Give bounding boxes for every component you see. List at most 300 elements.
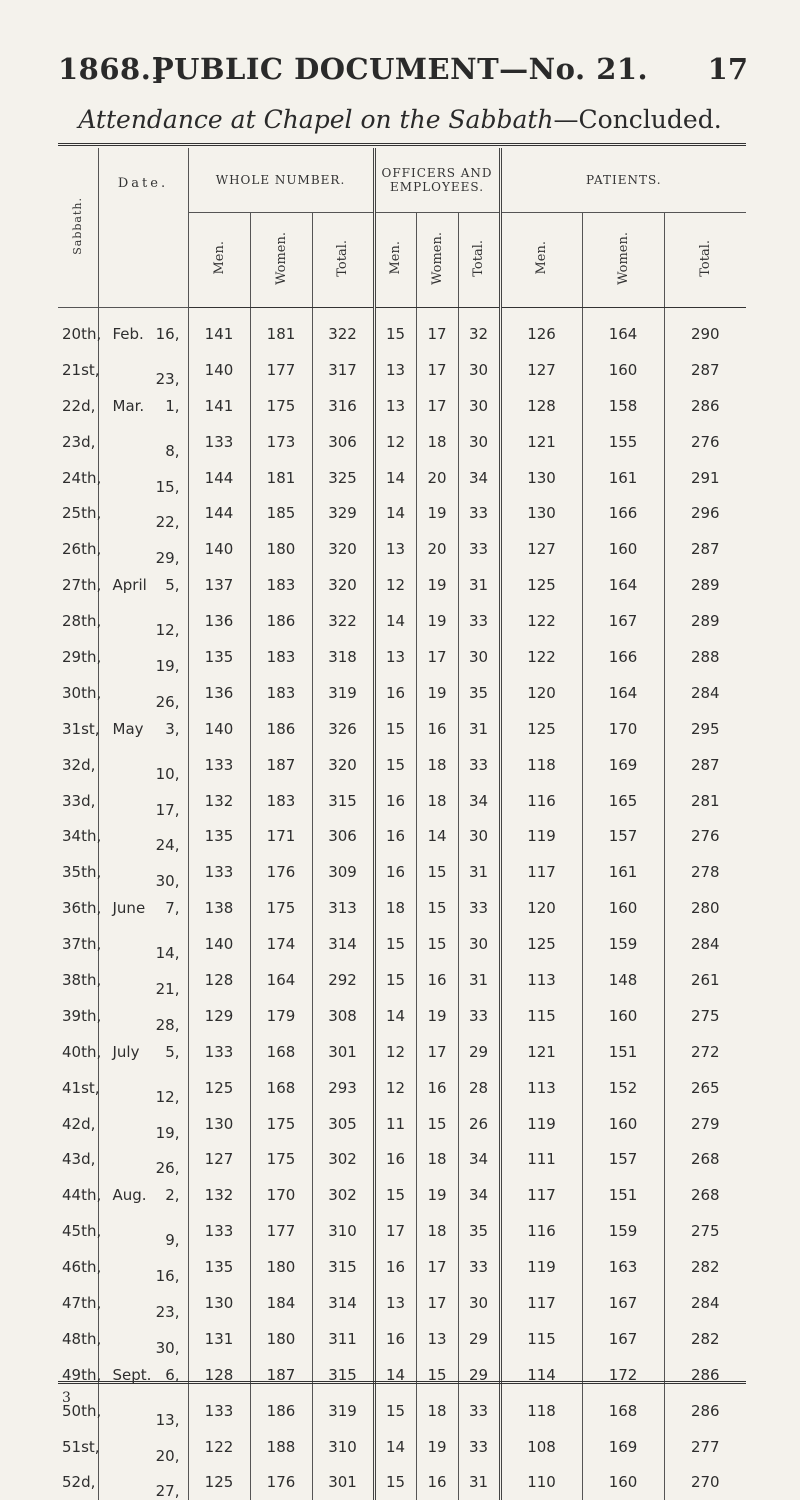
- cell-patients-total: 268: [664, 1177, 746, 1213]
- cell-patients-total: 287: [664, 531, 746, 567]
- cell-day: 12,: [156, 621, 180, 639]
- cell-officers-women: 15: [416, 926, 458, 962]
- cell-patients-total: 296: [664, 495, 746, 531]
- cell-whole-men: 141: [188, 388, 250, 424]
- cell-officers-total: 30: [458, 818, 500, 854]
- cell-patients-total: 289: [664, 603, 746, 639]
- table-title-tail: —Concluded.: [554, 105, 722, 134]
- header-date: Date.: [98, 148, 188, 308]
- cell-patients-men: 120: [500, 890, 582, 926]
- cell-patients-men: 115: [500, 998, 582, 1034]
- table-header: [58, 148, 746, 308]
- bottom-rule: [58, 1381, 746, 1384]
- cell-sabbath: 48th,: [58, 1321, 98, 1357]
- cell-officers-men: 12: [374, 1070, 416, 1106]
- cell-whole-total: 319: [312, 675, 374, 711]
- cell-whole-men: 129: [188, 998, 250, 1034]
- cell-sabbath: 26th,: [58, 531, 98, 567]
- cell-patients-men: 119: [500, 1106, 582, 1142]
- cell-whole-women: 183: [250, 783, 312, 819]
- cell-patients-women: 164: [582, 567, 664, 603]
- cell-whole-total: 302: [312, 1177, 374, 1213]
- cell-whole-total: 317: [312, 352, 374, 388]
- cell-sabbath: 47th,: [58, 1285, 98, 1321]
- cell-sabbath: 21st,: [58, 352, 98, 388]
- cell-officers-men: 15: [374, 962, 416, 998]
- cell-patients-women: 169: [582, 747, 664, 783]
- cell-patients-total: 290: [664, 308, 746, 352]
- cell-whole-women: 168: [250, 1034, 312, 1070]
- cell-patients-women: 165: [582, 783, 664, 819]
- table-row: [58, 308, 746, 352]
- cell-date: [98, 711, 188, 747]
- cell-whole-women: 183: [250, 675, 312, 711]
- cell-day: 8,: [165, 442, 179, 460]
- cell-officers-total: 30: [458, 352, 500, 388]
- cell-officers-men: 15: [374, 1177, 416, 1213]
- cell-date: [98, 460, 188, 496]
- cell-officers-women: 19: [416, 1429, 458, 1465]
- cell-patients-men: 110: [500, 1465, 582, 1500]
- cell-day: 21,: [156, 980, 180, 998]
- cell-whole-total: 320: [312, 531, 374, 567]
- cell-date: [98, 1321, 188, 1357]
- cell-patients-women: 160: [582, 352, 664, 388]
- cell-officers-total: 34: [458, 783, 500, 819]
- cell-day: 13,: [156, 1411, 180, 1429]
- cell-date: [98, 388, 188, 424]
- cell-whole-men: 131: [188, 1321, 250, 1357]
- cell-patients-men: 128: [500, 388, 582, 424]
- cell-date: [98, 1106, 188, 1142]
- cell-officers-total: 31: [458, 1465, 500, 1500]
- cell-whole-total: 322: [312, 308, 374, 352]
- cell-officers-women: 17: [416, 639, 458, 675]
- cell-officers-women: 15: [416, 1357, 458, 1393]
- cell-patients-men: 113: [500, 1070, 582, 1106]
- cell-patients-women: 169: [582, 1429, 664, 1465]
- cell-whole-women: 168: [250, 1070, 312, 1106]
- cell-whole-women: 184: [250, 1285, 312, 1321]
- cell-whole-total: 318: [312, 639, 374, 675]
- cell-patients-men: 117: [500, 1177, 582, 1213]
- cell-day: 14,: [156, 944, 180, 962]
- cell-day: 9,: [165, 1231, 179, 1249]
- cell-patients-women: 160: [582, 890, 664, 926]
- table-row: [58, 747, 746, 783]
- table-row: [58, 1429, 746, 1465]
- cell-whole-men: 135: [188, 818, 250, 854]
- cell-officers-men: 17: [374, 1213, 416, 1249]
- cell-whole-women: 185: [250, 495, 312, 531]
- cell-whole-total: 315: [312, 783, 374, 819]
- cell-day: 28,: [156, 1016, 180, 1034]
- cell-patients-men: 122: [500, 639, 582, 675]
- cell-officers-men: 13: [374, 639, 416, 675]
- cell-date: [98, 1465, 188, 1500]
- cell-whole-men: 138: [188, 890, 250, 926]
- cell-date: [98, 639, 188, 675]
- cell-officers-women: 14: [416, 818, 458, 854]
- cell-officers-women: 16: [416, 1465, 458, 1500]
- cell-whole-total: 306: [312, 424, 374, 460]
- table-row: [58, 890, 746, 926]
- table-title: [0, 105, 800, 134]
- header-title: PUBLIC DOCUMENT—No. 21.: [0, 52, 800, 86]
- cell-patients-total: 281: [664, 783, 746, 819]
- cell-date: [98, 1429, 188, 1465]
- cell-patients-total: 270: [664, 1465, 746, 1500]
- cell-patients-total: 287: [664, 747, 746, 783]
- cell-date: [98, 854, 188, 890]
- header-year: 1868.]: [58, 52, 166, 86]
- cell-officers-men: 14: [374, 495, 416, 531]
- cell-date: [98, 567, 188, 603]
- cell-patients-total: 277: [664, 1429, 746, 1465]
- cell-officers-women: 15: [416, 854, 458, 890]
- header-officers-men: Men.: [374, 213, 416, 308]
- cell-officers-total: 34: [458, 1177, 500, 1213]
- cell-date: [98, 495, 188, 531]
- cell-whole-women: 180: [250, 531, 312, 567]
- cell-whole-women: 173: [250, 424, 312, 460]
- cell-whole-men: 144: [188, 460, 250, 496]
- table-row: [58, 495, 746, 531]
- cell-patients-women: 160: [582, 1465, 664, 1500]
- cell-officers-men: 16: [374, 818, 416, 854]
- cell-whole-total: 326: [312, 711, 374, 747]
- cell-patients-women: 161: [582, 460, 664, 496]
- cell-whole-total: 309: [312, 854, 374, 890]
- cell-date: [98, 818, 188, 854]
- cell-date: [98, 424, 188, 460]
- cell-patients-women: 148: [582, 962, 664, 998]
- cell-patients-total: 286: [664, 1357, 746, 1393]
- cell-officers-women: 17: [416, 352, 458, 388]
- table-row: [58, 639, 746, 675]
- header-whole-women: Women.: [250, 213, 312, 308]
- cell-whole-women: 186: [250, 711, 312, 747]
- cell-sabbath: 39th,: [58, 998, 98, 1034]
- table-row: [58, 1357, 746, 1393]
- cell-whole-women: 183: [250, 639, 312, 675]
- header-officers-total: Total.: [458, 213, 500, 308]
- cell-sabbath: 37th,: [58, 926, 98, 962]
- header-officers-employees: OFFICERS AND EMPLOYEES.: [374, 148, 500, 213]
- cell-whole-total: 302: [312, 1141, 374, 1177]
- cell-patients-women: 168: [582, 1393, 664, 1429]
- cell-patients-men: 130: [500, 495, 582, 531]
- cell-month: Sept.: [113, 1366, 152, 1384]
- table-row: [58, 962, 746, 998]
- cell-day: 12,: [156, 1088, 180, 1106]
- cell-officers-women: 15: [416, 890, 458, 926]
- cell-whole-total: 319: [312, 1393, 374, 1429]
- cell-day: 3,: [165, 720, 179, 738]
- cell-sabbath: 43d,: [58, 1141, 98, 1177]
- cell-whole-women: 188: [250, 1429, 312, 1465]
- cell-sabbath: 51st,: [58, 1429, 98, 1465]
- cell-officers-total: 33: [458, 747, 500, 783]
- cell-date: [98, 1393, 188, 1429]
- cell-patients-total: 282: [664, 1249, 746, 1285]
- cell-date: [98, 1141, 188, 1177]
- cell-day: 19,: [156, 657, 180, 675]
- table-row: [58, 531, 746, 567]
- table-row: [58, 998, 746, 1034]
- cell-date: [98, 1070, 188, 1106]
- cell-officers-total: 31: [458, 854, 500, 890]
- cell-sabbath: 33d,: [58, 783, 98, 819]
- cell-officers-men: 15: [374, 747, 416, 783]
- cell-date: [98, 1285, 188, 1321]
- cell-date: [98, 926, 188, 962]
- cell-patients-women: 163: [582, 1249, 664, 1285]
- cell-officers-men: 13: [374, 531, 416, 567]
- cell-officers-total: 28: [458, 1070, 500, 1106]
- cell-date: [98, 998, 188, 1034]
- cell-officers-total: 30: [458, 639, 500, 675]
- cell-officers-women: 19: [416, 1177, 458, 1213]
- cell-day: 10,: [156, 765, 180, 783]
- cell-patients-men: 121: [500, 424, 582, 460]
- table-row: [58, 424, 746, 460]
- cell-whole-total: 310: [312, 1429, 374, 1465]
- cell-patients-men: 117: [500, 1285, 582, 1321]
- cell-date: [98, 352, 188, 388]
- cell-sabbath: 40th,: [58, 1034, 98, 1070]
- cell-day: 26,: [156, 693, 180, 711]
- cell-officers-women: 19: [416, 495, 458, 531]
- cell-whole-women: 175: [250, 388, 312, 424]
- cell-officers-women: 17: [416, 388, 458, 424]
- cell-patients-women: 157: [582, 1141, 664, 1177]
- cell-day: 16,: [156, 1267, 180, 1285]
- cell-patients-total: 275: [664, 1213, 746, 1249]
- cell-whole-total: 315: [312, 1249, 374, 1285]
- cell-whole-women: 181: [250, 308, 312, 352]
- cell-patients-total: 282: [664, 1321, 746, 1357]
- cell-officers-total: 33: [458, 890, 500, 926]
- cell-patients-total: 286: [664, 1393, 746, 1429]
- cell-officers-total: 31: [458, 962, 500, 998]
- cell-patients-total: 261: [664, 962, 746, 998]
- cell-day: 26,: [156, 1159, 180, 1177]
- cell-officers-women: 18: [416, 1213, 458, 1249]
- cell-whole-women: 179: [250, 998, 312, 1034]
- cell-whole-women: 187: [250, 747, 312, 783]
- table-row: [58, 711, 746, 747]
- cell-patients-women: 158: [582, 388, 664, 424]
- cell-whole-men: 133: [188, 1213, 250, 1249]
- cell-whole-men: 133: [188, 1034, 250, 1070]
- table-row: [58, 1249, 746, 1285]
- cell-sabbath: 50th,: [58, 1393, 98, 1429]
- cell-officers-women: 19: [416, 998, 458, 1034]
- cell-officers-women: 17: [416, 1285, 458, 1321]
- cell-whole-total: 293: [312, 1070, 374, 1106]
- table-title-main: Attendance at Chapel on the Sabbath: [78, 105, 553, 134]
- cell-officers-women: 20: [416, 460, 458, 496]
- cell-officers-women: 16: [416, 711, 458, 747]
- cell-whole-men: 128: [188, 962, 250, 998]
- cell-officers-men: 16: [374, 1321, 416, 1357]
- cell-whole-total: 313: [312, 890, 374, 926]
- header-officers-women: Women.: [416, 213, 458, 308]
- cell-patients-men: 120: [500, 675, 582, 711]
- cell-sabbath: 27th,: [58, 567, 98, 603]
- cell-day: 27,: [156, 1482, 180, 1500]
- cell-patients-men: 116: [500, 783, 582, 819]
- cell-officers-women: 19: [416, 675, 458, 711]
- cell-patients-men: 127: [500, 352, 582, 388]
- cell-patients-total: 284: [664, 1285, 746, 1321]
- cell-sabbath: 46th,: [58, 1249, 98, 1285]
- cell-date: [98, 308, 188, 352]
- cell-officers-women: 18: [416, 1393, 458, 1429]
- cell-patients-men: 125: [500, 926, 582, 962]
- table-row: [58, 783, 746, 819]
- cell-officers-men: 12: [374, 1034, 416, 1070]
- cell-patients-women: 170: [582, 711, 664, 747]
- cell-officers-women: 18: [416, 424, 458, 460]
- cell-patients-women: 160: [582, 998, 664, 1034]
- cell-whole-men: 135: [188, 1249, 250, 1285]
- cell-whole-women: 180: [250, 1249, 312, 1285]
- cell-officers-men: 13: [374, 388, 416, 424]
- cell-officers-men: 12: [374, 424, 416, 460]
- cell-whole-men: 135: [188, 639, 250, 675]
- cell-whole-men: 125: [188, 1070, 250, 1106]
- cell-officers-men: 12: [374, 567, 416, 603]
- cell-day: 2,: [165, 1186, 179, 1204]
- cell-whole-total: 308: [312, 998, 374, 1034]
- cell-officers-total: 33: [458, 998, 500, 1034]
- cell-whole-total: 315: [312, 1357, 374, 1393]
- cell-day: 20,: [156, 1447, 180, 1465]
- table-row: [58, 675, 746, 711]
- header-sabbath: Sabbath.: [58, 148, 98, 308]
- cell-patients-women: 166: [582, 495, 664, 531]
- cell-officers-men: 11: [374, 1106, 416, 1142]
- cell-sabbath: 52d,: [58, 1465, 98, 1500]
- cell-day: 23,: [156, 1303, 180, 1321]
- cell-whole-men: 132: [188, 1177, 250, 1213]
- header-patients: PATIENTS.: [500, 148, 746, 213]
- cell-officers-women: 18: [416, 747, 458, 783]
- cell-patients-women: 160: [582, 1106, 664, 1142]
- cell-sabbath: 29th,: [58, 639, 98, 675]
- cell-officers-total: 35: [458, 675, 500, 711]
- cell-patients-women: 159: [582, 926, 664, 962]
- cell-patients-men: 108: [500, 1429, 582, 1465]
- cell-officers-women: 16: [416, 962, 458, 998]
- cell-patients-total: 265: [664, 1070, 746, 1106]
- cell-date: [98, 962, 188, 998]
- cell-whole-men: 130: [188, 1106, 250, 1142]
- top-rule: [58, 143, 746, 146]
- cell-officers-women: 18: [416, 783, 458, 819]
- cell-patients-women: 172: [582, 1357, 664, 1393]
- cell-date: [98, 675, 188, 711]
- cell-whole-women: 186: [250, 1393, 312, 1429]
- cell-patients-women: 167: [582, 603, 664, 639]
- cell-sabbath: 28th,: [58, 603, 98, 639]
- cell-month: July: [113, 1043, 140, 1061]
- cell-patients-men: 125: [500, 567, 582, 603]
- header-whole-men: Men.: [188, 213, 250, 308]
- cell-sabbath: 24th,: [58, 460, 98, 496]
- cell-date: [98, 1249, 188, 1285]
- cell-month: April: [113, 576, 147, 594]
- header-patients-women: Women.: [582, 213, 664, 308]
- cell-patients-men: 121: [500, 1034, 582, 1070]
- cell-sabbath: 32d,: [58, 747, 98, 783]
- cell-whole-women: 170: [250, 1177, 312, 1213]
- cell-whole-women: 171: [250, 818, 312, 854]
- cell-date: [98, 1177, 188, 1213]
- cell-sabbath: 25th,: [58, 495, 98, 531]
- cell-officers-men: 14: [374, 1357, 416, 1393]
- cell-officers-total: 33: [458, 603, 500, 639]
- cell-whole-total: 320: [312, 747, 374, 783]
- cell-date: [98, 783, 188, 819]
- cell-patients-total: 284: [664, 926, 746, 962]
- cell-officers-total: 35: [458, 1213, 500, 1249]
- table-row: [58, 567, 746, 603]
- table-row: [58, 1393, 746, 1429]
- cell-patients-men: 122: [500, 603, 582, 639]
- table-body: [58, 308, 746, 1500]
- cell-patients-total: 286: [664, 388, 746, 424]
- table-row: [58, 818, 746, 854]
- table-row: [58, 1106, 746, 1142]
- cell-patients-men: 119: [500, 1249, 582, 1285]
- cell-sabbath: 49th,: [58, 1357, 98, 1393]
- cell-sabbath: 42d,: [58, 1106, 98, 1142]
- cell-whole-men: 125: [188, 1465, 250, 1500]
- cell-patients-women: 151: [582, 1177, 664, 1213]
- cell-officers-women: 18: [416, 1141, 458, 1177]
- cell-whole-total: 301: [312, 1034, 374, 1070]
- cell-patients-women: 167: [582, 1321, 664, 1357]
- cell-sabbath: 34th,: [58, 818, 98, 854]
- cell-officers-total: 31: [458, 711, 500, 747]
- cell-date: [98, 890, 188, 926]
- cell-patients-men: 116: [500, 1213, 582, 1249]
- cell-officers-women: 16: [416, 1070, 458, 1106]
- cell-officers-men: 15: [374, 1465, 416, 1500]
- cell-patients-men: 126: [500, 308, 582, 352]
- cell-officers-women: 17: [416, 1034, 458, 1070]
- table-row: [58, 1321, 746, 1357]
- cell-patients-total: 291: [664, 460, 746, 496]
- cell-patients-men: 118: [500, 747, 582, 783]
- cell-sabbath: 35th,: [58, 854, 98, 890]
- cell-patients-total: 295: [664, 711, 746, 747]
- cell-day: 6,: [165, 1366, 179, 1384]
- cell-day: 23,: [156, 370, 180, 388]
- cell-month: Aug.: [113, 1186, 147, 1204]
- header-whole-number: WHOLE NUMBER.: [188, 148, 374, 213]
- cell-whole-men: 140: [188, 531, 250, 567]
- cell-date: [98, 603, 188, 639]
- cell-whole-women: 176: [250, 854, 312, 890]
- cell-day: 24,: [156, 836, 180, 854]
- table-row: [58, 1070, 746, 1106]
- cell-patients-men: 118: [500, 1393, 582, 1429]
- cell-patients-total: 287: [664, 352, 746, 388]
